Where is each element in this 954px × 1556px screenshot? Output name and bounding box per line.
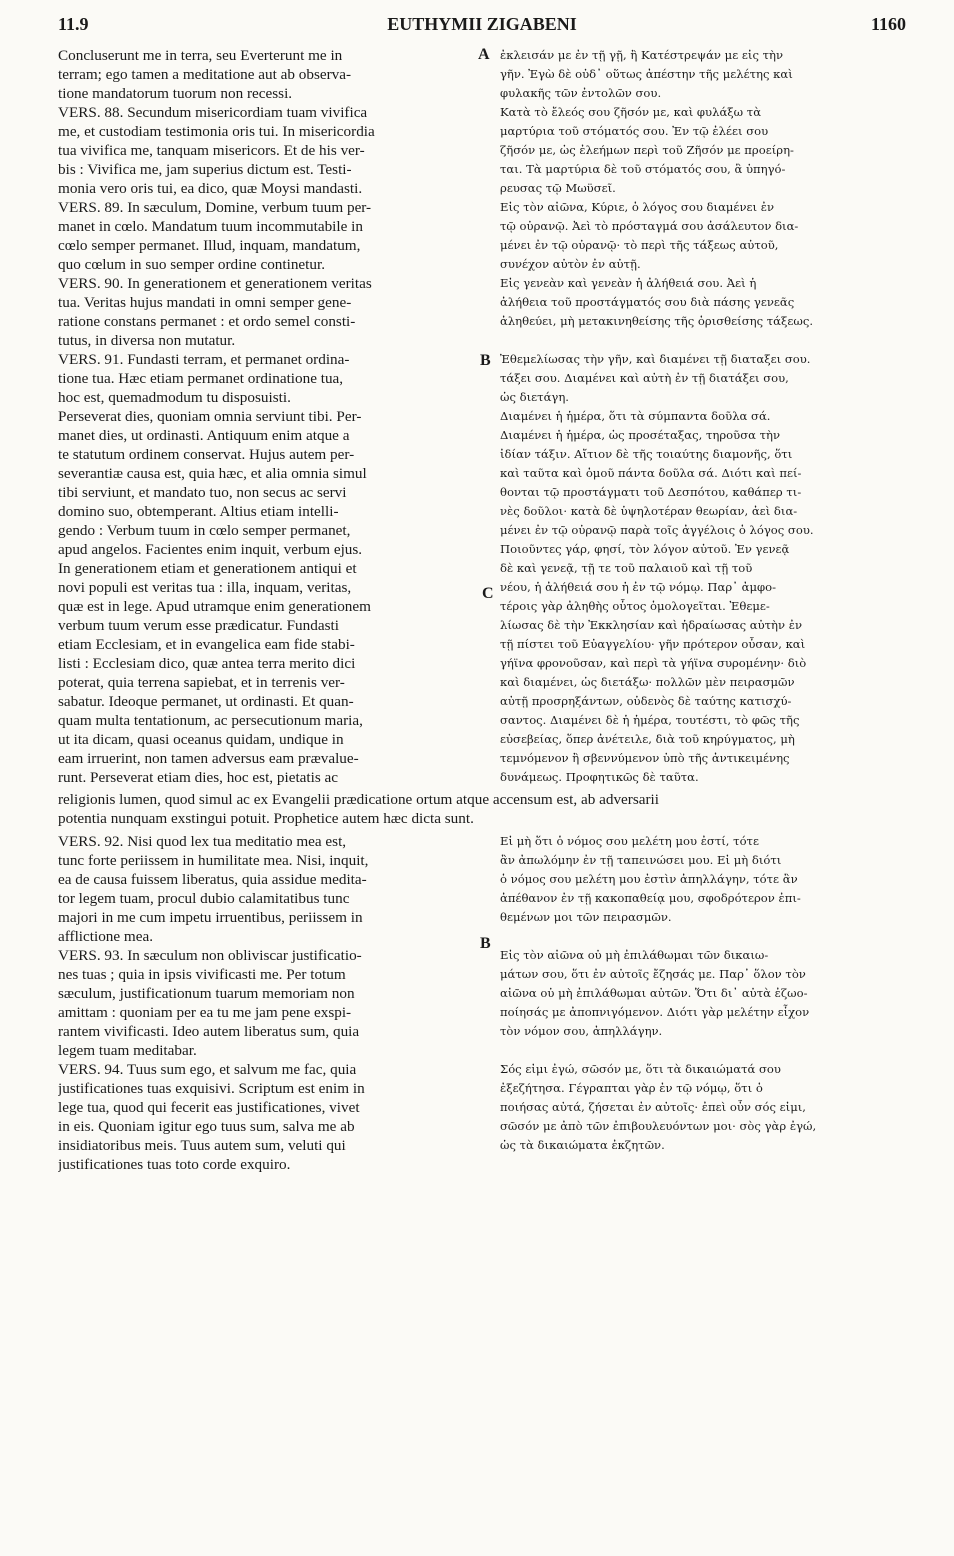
text-line: tor legem tuam, procul dubio calamitatibus tunc [58,890,350,907]
text-line: ἐξεζήτησα. Γέγραπται γὰρ ἐν τῷ νόμῳ, ὅτι ὁ [500,1081,763,1095]
text-line: ζῆσόν με, ὡς ἐλεήμων περὶ τοῦ Ζῆσόν με προείρη- [500,143,794,157]
text-line: ἀληθεύει, μὴ μετακινηθείσης τῆς ὁρισθείσης τάξεως. [500,314,814,328]
text-line: εὐσεβείας, ὅπερ ἀνέτειλε, διὰ τοῦ κηρύγματος, μὴ [500,732,795,746]
text-line: μένει ἐν τῷ οὐρανῷ· τὸ περὶ τῆς τάξεως αὐτοῦ, [500,238,779,252]
text-line: sabatur. Ideoque permanet, ut ordinasti. Et quan- [58,693,354,710]
text-line: in eis. Quoniam igitur ego tuus sum, salva me ab [58,1118,355,1135]
margin-marker-b: B [480,935,491,952]
text-line: te statutum ordinem conservat. Hujus autem per- [58,446,355,463]
text-line: In generationem etiam et generationem antiqui et [58,560,357,577]
text-line: religionis lumen, quod simul ac ex Evangelii prædicatione ortum atque accensum est, ab adversarii [58,791,659,808]
text-line: tua vivifica me, tanquam misericors. Et de his ver- [58,142,365,159]
text-line: ται. Τὰ μαρτύρια δὲ τοῦ στόματός σου, ἃ ὑπηγό- [500,162,786,176]
text-line: bis : Vivifica me, jam superius dictum est. Testi- [58,161,352,178]
text-line: VERS. 89. In sæculum, Domine, verbum tuum per- [58,199,372,216]
text-line: τέροις γὰρ ἀληθὴς οὗτος ὁμολογεῖται. Ἐθεμε- [500,599,770,613]
text-line: justificationes tuas exquisivi. Scriptum est enim in [58,1080,365,1097]
running-title: EUTHYMII ZIGABENI [387,14,577,34]
full-width-lines [58,790,912,828]
text-line: γῆν. Ἐγὼ δὲ οὐδ᾽ οὕτως ἀπέστην τῆς μελέτης καὶ [500,67,793,81]
page-column-number-left: 11.9 [58,14,89,34]
text-line: ὡς διετάγη. [500,390,569,404]
text-line: νέου, ἡ ἀλήθειά σου ἡ ἐν τῷ νόμῳ. Παρ᾽ ἀμφο- [500,580,777,594]
text-line: φυλακῆς τῶν ἐντολῶν σου. [500,86,662,100]
text-line: severantiæ causa est, quia hæc, et alia omnia simul [58,465,367,482]
text-line: manet dies, ut ordinasti. Antiquum enim atque a [58,427,350,444]
text-line: nes tuas ; quia in ipsis vivificasti me. Per totum [58,966,346,983]
text-line: potentia nunquam exstingui potuit. Prophetice autem hæc dicta sunt. [58,810,474,827]
text-line: legem tuam meditabar. [58,1042,197,1059]
section-1 [58,46,912,788]
text-line: τῇ πίστει τοῦ Εὐαγγελίου· γῆν πρότερον οὖσαν, καὶ [500,637,806,651]
text-line: poterat, quia terrena sapiebat, et in terrenis ver- [58,674,345,691]
text-line: ρευσας τῷ Μωϋσεῖ. [500,181,616,195]
text-line: quo cœlum in suo semper ordine continetur. [58,256,325,273]
text-line: VERS. 91. Fundasti terram, et permanet ordina- [58,351,350,368]
text-line: tione tua. Hæc etiam permanet ordinatione tua, [58,370,344,387]
text-line: Εἰς τὸν αἰῶνα, Κύριε, ὁ λόγος σου διαμένει ἐν [500,200,774,214]
text-line: αἰῶνα οὐ μὴ ἐπιλάθωμαι αὐτῶν. Ὅτι δι᾽ αὐτὰ ἐζωο- [500,986,808,1000]
text-line: VERS. 88. Secundum misericordiam tuam vivifica [58,104,368,121]
text-line: runt. Perseverat etiam dies, hoc est, pietatis ac [58,769,339,786]
latin-column [58,46,482,787]
text-line: quam multa tentationum, ac persecutionum maria, [58,712,363,729]
text-line: VERS. 94. Tuus sum ego, et salvum me fac, quia [58,1061,357,1078]
text-line: tutus, in diversa non mutatur. [58,332,236,349]
text-line: novi populi est veritas tua : illa, inquam, veritas, [58,579,352,596]
page-header [58,14,906,44]
text-line: lege tua, quod qui fecerit eas justificationes, vivet [58,1099,360,1116]
text-line: νὲς δοῦλοι· κατὰ δὲ ὑψηλοτέραν θεωρίαν, ἀεὶ δια- [500,504,798,518]
text-line: Σός εἰμι ἐγώ, σῶσόν με, ὅτι τὰ δικαιώματά σου [500,1062,781,1076]
text-line: manet in cœlo. Mandatum tuum incommutabile in [58,218,363,235]
text-line: VERS. 93. In sæculum non obliviscar justificatio- [58,947,362,964]
text-line: ratione constans permanet : et ordo semel consti- [58,313,356,330]
text-line: insidiatoribus meis. Tuus autem sum, veluti qui [58,1137,346,1154]
text-line: eam irruerint, non tamen adversus eam prævalue- [58,750,359,767]
text-line: ut ita dicam, quasi oceanus quidam, undique in [58,731,344,748]
text-line: Εἰς γενεὰν καὶ γενεὰν ἡ ἀλήθειά σου. Ἀεὶ ἡ [500,276,757,290]
text-line: ποιήσας αὐτά, ζήσεται ἐν αὐτοῖς· ἐπεὶ οὖν σός εἰμι, [500,1100,806,1114]
text-line: Concluserunt me in terra, seu Everterunt me in [58,47,343,64]
text-line: majori in me cum impetu irruentibus, periissem in [58,909,363,926]
text-line: ἰδίαν τάξιν. Αἴτιον δὲ τῆς τοιαύτης διαμονῆς, ὅτι [500,447,793,461]
latin-column [58,832,482,1174]
text-line [500,1041,912,1060]
text-line: VERS. 92. Nisi quod lex tua meditatio mea est, [58,833,347,850]
text-line: θεμένων μοι τῶν πειρασμῶν. [500,910,672,924]
text-line: τεμνόμενον ἢ σβεννύμενον ὑπὸ τῆς ἀντικειμένης [500,751,790,765]
text-line: Κατὰ τὸ ἔλεός σου ζῆσόν με, καὶ φυλάξω τὰ [500,105,762,119]
text-line: ἀλήθεια τοῦ προστάγματός σου διὰ πάσης γενεᾶς [500,295,795,309]
text-line: justificationes tuas toto corde exquiro. [58,1156,291,1173]
text-line: domino suo, obtemperant. Altius etiam intelli- [58,503,339,520]
text-line: ὁ νόμος σου μελέτη μου ἐστὶν ἀπηλλάγην, τότε ἂν [500,872,798,886]
text-line: cœlo semper permanet. Illud, inquam, mandatum, [58,237,361,254]
text-line: ὡς τὰ δικαιώματα ἐκζητῶν. [500,1138,665,1152]
text-line: me, et custodiam testimonia oris tui. In misericordia [58,123,375,140]
text-line: Perseverat dies, quoniam omnia serviunt tibi. Per- [58,408,362,425]
text-line: τὸν νόμον σου, ἀπηλλάγην. [500,1024,663,1038]
text-line: γήϊνα φρονοῦσαν, καὶ περὶ τὰ γήϊνα συρομένην· διὸ [500,656,807,670]
text-line: tione mandatorum tuorum non recessi. [58,85,293,102]
text-line: Εἰς τὸν αἰῶνα οὐ μὴ ἐπιλάθωμαι τῶν δικαιω- [500,948,769,962]
text-line: Εἰ μὴ ὅτι ὁ νόμος σου μελέτη μου ἐστί, τότε [500,834,759,848]
text-line: apud angelos. Facientes enim inquit, verbum ejus. [58,541,363,558]
text-line: καὶ διαμένει, ὡς διετάξω· πολλῶν μὲν πειρασμῶν [500,675,795,689]
full-width-text [58,790,912,830]
text-line [500,331,912,350]
text-line: ἂν ἀπωλόμην ἐν τῇ ταπεινώσει μου. Εἰ μὴ διότι [500,853,782,867]
text-line [500,927,912,946]
margin-marker-a: A [478,46,490,63]
text-line: ποίησάς με ἀποπνιγόμενον. Διότι γὰρ μελέτην εἶχον [500,1005,810,1019]
text-line: terram; ego tamen a meditatione aut ab observa- [58,66,352,83]
text-line: listi : Ecclesiam dico, quæ antea terra merito dici [58,655,356,672]
text-line: Ποιοῦντες γάρ, φησί, τὸν λόγον αὐτοῦ. Ἐν γενεᾷ [500,542,790,556]
text-line: ἐκλεισάν με ἐν τῇ γῇ, ἢ Κατέστρεψάν με εἰς τὴν [500,48,784,62]
text-line: μένει ἐν τῷ οὐρανῷ παρὰ τοῖς ἀγγέλοις ὁ λόγος σου. [500,523,814,537]
text-line: verbum tuum verum esse prædicatur. Fundasti [58,617,339,634]
text-line: θονται τῷ προστάγματι τοῦ Δεσπότου, καθάπερ τι- [500,485,802,499]
text-line: δυνάμεως. Προφητικῶς δὲ ταῦτα. [500,770,699,784]
margin-marker-c: C [482,585,494,602]
text-line: monia vero oris tui, ea dico, quæ Moysi mandasti. [58,180,363,197]
margin-marker-b: B [480,352,491,369]
text-line: rantem vivificasti. Ideo autem liberatus sum, quia [58,1023,360,1040]
section-2 [58,832,912,1192]
page-column-number-right: 1160 [870,14,906,34]
text-line: μαρτύρια τοῦ στόματός σου. Ἐν τῷ ἐλέει σου [500,124,769,138]
text-line: afflictione mea. [58,928,154,945]
text-line: σαντος. Διαμένει δὲ ἡ ἡμέρα, τουτέστι, τὸ φῶς τῆς [500,713,800,727]
text-line: μάτων σου, ὅτι ἐν αὐτοῖς ἔζησάς με. Παρ᾽ ὅλον τὸν [500,967,806,981]
text-line: quæ est in lege. Apud utramque enim generationem [58,598,371,615]
text-line: τῷ οὐρανῷ. Ἀεὶ τὸ πρόσταγμά σου ἀσάλευτον δια- [500,219,799,233]
greek-column [500,46,912,787]
text-line: τάξει σου. Διαμένει καὶ αὐτὴ ἐν τῇ διατάξει σου, [500,371,789,385]
text-line: Διαμένει ἡ ἡμέρα, ὅτι τὰ σύμπαντα δοῦλα σά. [500,409,771,423]
text-line: ea de causa fuissem liberatus, quia assidue medita- [58,871,367,888]
text-line: σῶσόν με ἀπὸ τῶν ἐπιβουλευόντων μοι· σὸς γὰρ ἐγώ, [500,1119,817,1133]
text-line: gendo : Verbum tuum in cœlo semper permanet, [58,522,351,539]
text-line: Διαμένει ἡ ἡμέρα, ὡς προσέταξας, τηροῦσα τὴν [500,428,781,442]
text-line: δὲ καὶ γενεᾷ, τῇ τε τοῦ παλαιοῦ καὶ τῇ τοῦ [500,561,753,575]
text-line: etiam Ecclesiam, et in evangelica eam fide stabi- [58,636,355,653]
text-line: tua. Veritas hujus mandati in omni semper gene- [58,294,352,311]
text-line: sæculum, justificationum tuarum memoriam non [58,985,355,1002]
text-line: λίωσας δὲ τὴν Ἐκκλησίαν καὶ ἡδραίωσας αὐτὴν ἐν [500,618,802,632]
text-line: tibi serviunt, et mandato tuo, non secus ac servi [58,484,347,501]
text-line: hoc est, quemadmodum tu disposuisti. [58,389,291,406]
text-line: VERS. 90. In generationem et generationem veritas [58,275,372,292]
text-line: Ἐθεμελίωσας τὴν γῆν, καὶ διαμένει τῇ διαταξει σου. [500,352,811,366]
greek-column [500,832,912,1155]
text-line: συνέχον αὐτὸν ἐν αὐτῇ. [500,257,641,271]
text-line: ἀπέθανον ἐν τῇ κακοπαθείᾳ μου, σφοδρότερον ἐπι- [500,891,801,905]
text-line: αὐτῇ προσρηξάντων, οὐδενὸς δὲ ταύτης κατισχύ- [500,694,792,708]
text-line: καὶ ταῦτα καὶ ὁμοῦ πάντα δοῦλα σά. Διότι καὶ πεί- [500,466,802,480]
text-line: amittam : quoniam per ea tu me jam pene exspi- [58,1004,352,1021]
text-line: tunc forte periissem in humilitate mea. Nisi, inquit, [58,852,369,869]
